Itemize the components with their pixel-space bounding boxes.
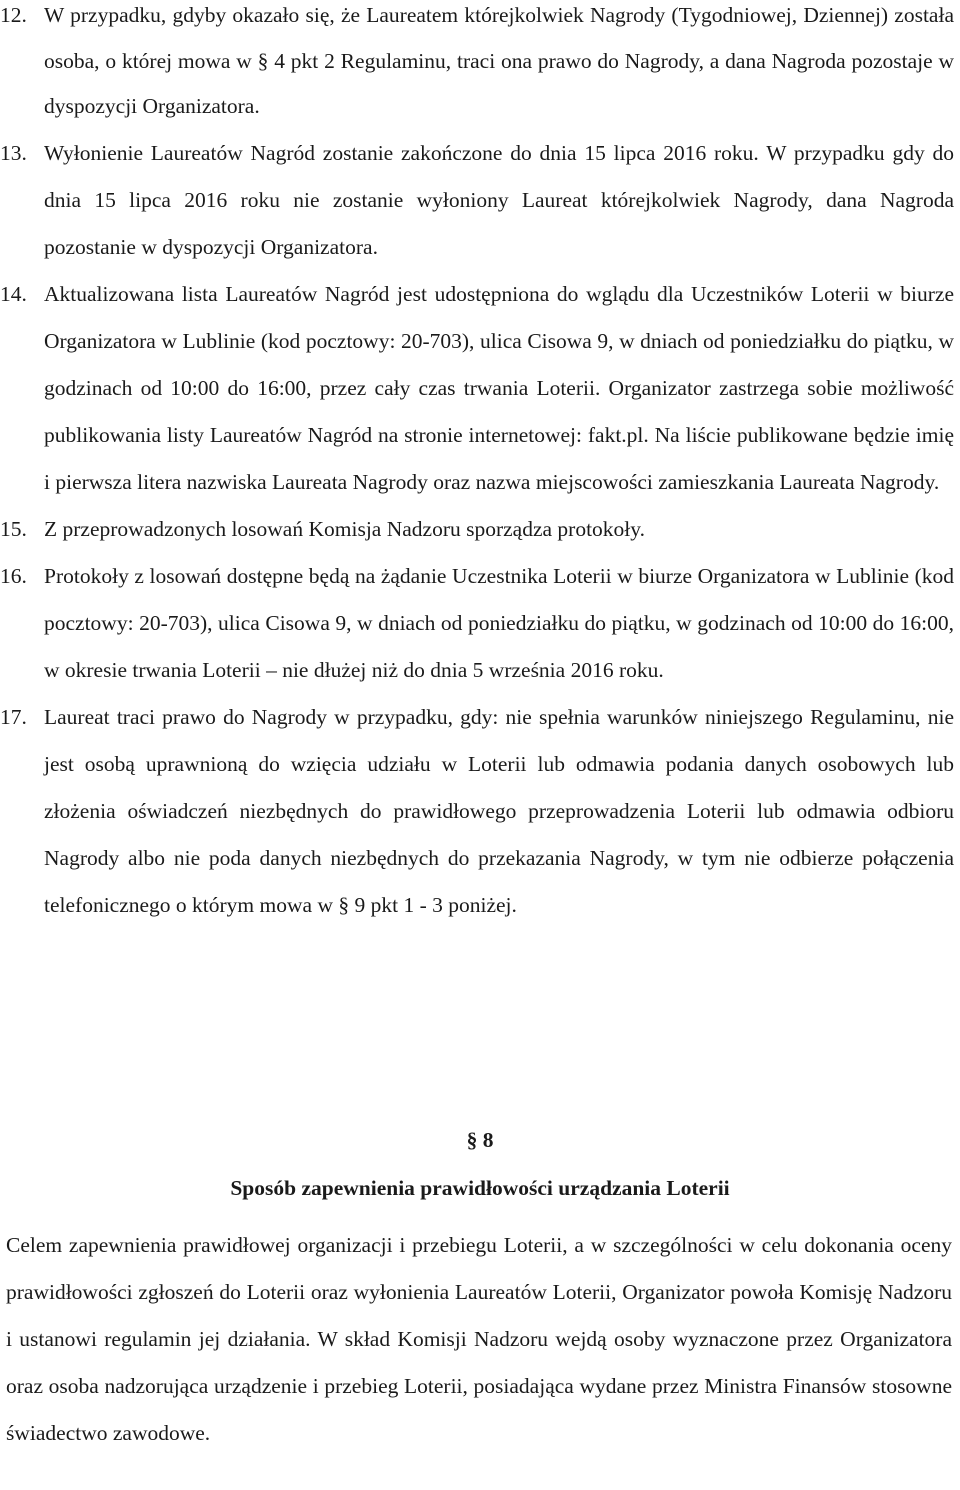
list-item-text: Protokoły z losowań dostępne będą na żądanie Uczestnika Loterii w biurze Organizatora w Lublinie (kod pocztowy: 20-703), ulica Cisowa 9, w dniach od poniedziałku do piątku, w godzinach od 10:00 do 16:00, w okresie trwania Loterii – nie dłużej niż do dnia 5 września 2016 roku. [44,563,954,682]
list-item [0,506,954,553]
section-title: Sposób zapewnienia prawidłowości urządzania Loterii [230,1176,730,1200]
list-item [0,0,954,130]
list-item-number: 12. [0,3,27,27]
section-number: § 8 [466,1128,494,1152]
list-item-text: Aktualizowana lista Laureatów Nagród jest udostępniona do wglądu dla Uczestników Loterii w biurze Organizatora w Lublinie (kod pocztowy: 20-703), ulica Cisowa 9, w dniach od poniedziałku do piątku, w godzinach od 10:00 do 16:00, przez cały czas trwania Loterii. Organizator zastrzega sobie możliwość publikowania listy Laureatów Nagród na stronie internetowej: fakt.pl. Na liście publikowane będzie imię i pierwsza litera nazwiska Laureata Nagrody oraz nazwa miejscowości zamieszkania Laureata Nagrody. [44,281,954,494]
list-item-number: 17. [0,704,27,729]
list-item-text: Wyłonienie Laureatów Nagród zostanie zakończone do dnia 15 lipca 2016 roku. W przypadku gdy do dnia 15 lipca 2016 roku nie zostanie wyłoniony Laureat którejkolwiek Nagrody, dana Nagroda pozostanie w dyspozycji Organizatora. [44,140,954,259]
list-item-text: Z przeprowadzonych losowań Komisja Nadzoru sporządza protokoły. [44,516,646,541]
section-body: Celem zapewnienia prawidłowej organizacji i przebiegu Loterii, a w szczególności w celu dokonania oceny prawidłowości zgłoszeń do Loterii oraz wyłonienia Laureatów Loterii, Organizator powoła Komisję Nadzoru i ustanowi regulamin jej działania. W skład Komisji Nadzoru wejdą osoby wyznaczone przez Organizatora oraz osoba nadzorująca urządzenie i przebieg Loterii, posiadająca wydane przez Ministra Finansów stosowne świadectwo zawodowe. [6,1233,952,1445]
list-item-text: W przypadku, gdyby okazało się, że Laureatem którejkolwiek Nagrody (Tygodniowej, Dziennej) została osoba, o której mowa w § 4 pkt 2 Regulaminu, traci ona prawo do Nagrody, a dana Nagroda pozostaje w dyspozycji Organizatora. [44,3,954,118]
list-item-text: Laureat traci prawo do Nagrody w przypadku, gdy: nie spełnia warunków niniejszego Regulaminu, nie jest osobą uprawnioną do wzięcia udziału w Loterii lub odmawia podania danych osobowych lub złożenia oświadczeń niezbędnych do prawidłowego przeprowadzenia Loterii lub odmawia odbioru Nagrody albo nie poda danych niezbędnych do przekazania Nagrody, w tym nie odbierze połączenia telefonicznego o którym mowa w § 9 pkt 1 - 3 poniżej. [44,704,954,917]
list-item-number: 16. [0,563,27,588]
list-item-number: 13. [0,140,27,165]
list-item [0,694,954,929]
list-item [0,553,954,694]
list-item [0,130,954,271]
list-item-number: 15. [0,516,27,541]
list-item-number: 14. [0,281,27,306]
list-item [0,271,954,506]
